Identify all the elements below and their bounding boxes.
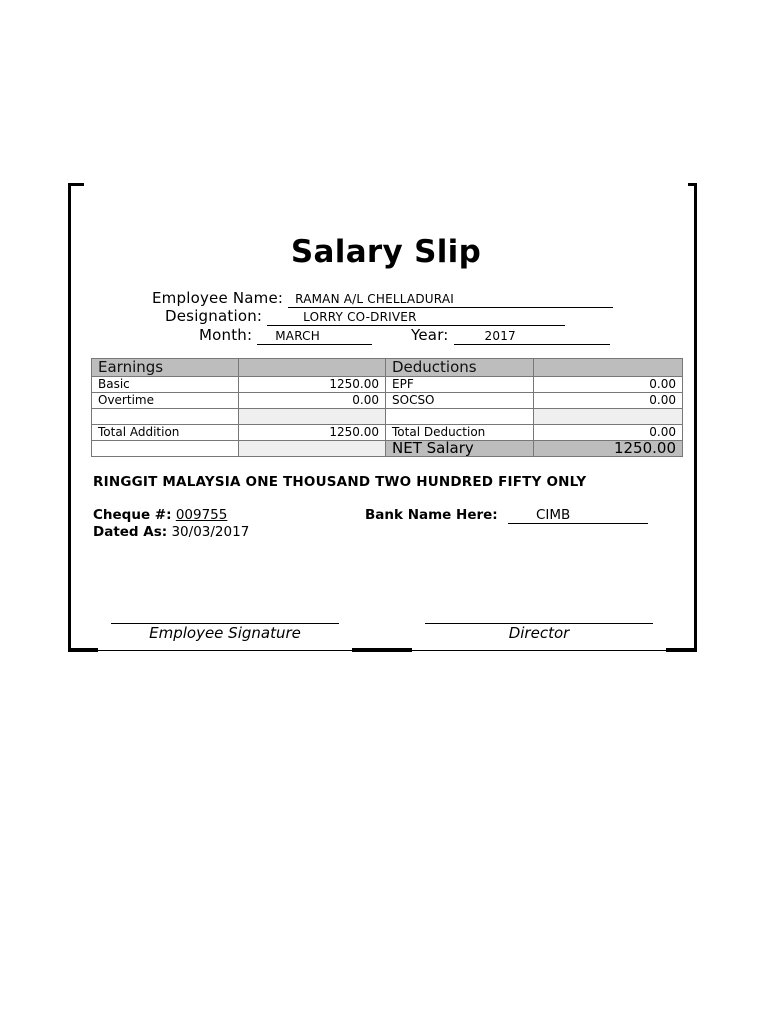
- total-addition-label: Total Addition: [92, 425, 239, 441]
- amount-in-words: RINGGIT MALAYSIA ONE THOUSAND TWO HUNDRED FIFTY ONLY: [93, 474, 587, 490]
- blank-cell: [239, 441, 386, 457]
- deductions-amount-header: [534, 359, 683, 377]
- net-salary-row: [92, 441, 683, 457]
- total-deduction-label: Total Deduction: [386, 425, 534, 441]
- earning-amount: 0.00: [239, 393, 386, 409]
- month-row: [199, 326, 372, 345]
- table-row: [92, 409, 683, 425]
- slip-frame-corner-right: [688, 183, 697, 186]
- director-signature-label: Director: [508, 624, 570, 642]
- net-salary-label: NET Salary: [386, 441, 534, 457]
- year-row: [411, 326, 610, 345]
- frame-bottom-segment: [68, 648, 98, 652]
- bank-label: Bank Name Here:: [365, 507, 498, 523]
- dated-row: [93, 524, 249, 540]
- deductions-header: Deductions: [386, 359, 534, 377]
- earnings-header: Earnings: [92, 359, 239, 377]
- employee-name-value: RAMAN A/L CHELLADURAI: [288, 292, 613, 308]
- dated-label: Dated As:: [93, 524, 168, 540]
- net-salary-value: 1250.00: [534, 441, 683, 457]
- deduction-label: SOCSO: [386, 393, 534, 409]
- designation-row: [165, 307, 565, 326]
- blank-cell: [92, 441, 239, 457]
- deduction-label: EPF: [386, 377, 534, 393]
- earning-label: Overtime: [92, 393, 239, 409]
- designation-value: LORRY CO-DRIVER: [267, 310, 565, 326]
- year-label: Year:: [411, 326, 449, 344]
- salary-table: [91, 358, 683, 457]
- deduction-amount: [534, 409, 683, 425]
- month-label: Month:: [199, 326, 253, 344]
- page-title: Salary Slip: [290, 234, 482, 270]
- earning-amount: [239, 409, 386, 425]
- employee-name-label: Employee Name:: [152, 289, 284, 307]
- bank-row: [365, 507, 648, 524]
- cheque-label: Cheque #:: [93, 507, 172, 523]
- employee-name-row: [152, 289, 613, 308]
- deduction-label: [386, 409, 534, 425]
- table-header-row: [92, 359, 683, 377]
- slip-frame-corner-left: [68, 183, 84, 186]
- table-row: [92, 425, 683, 441]
- deduction-amount: 0.00: [534, 377, 683, 393]
- cheque-value: 009755: [175, 507, 228, 523]
- frame-bottom-segment: [666, 648, 697, 652]
- designation-label: Designation:: [165, 307, 263, 325]
- earning-label: Basic: [92, 377, 239, 393]
- frame-bottom-segment: [352, 648, 412, 652]
- earning-amount: 1250.00: [239, 377, 386, 393]
- employee-signature-label: Employee Signature: [149, 624, 301, 642]
- earnings-amount-header: [239, 359, 386, 377]
- bank-value: CIMB: [508, 508, 648, 524]
- total-addition-amount: 1250.00: [239, 425, 386, 441]
- table-row: [92, 393, 683, 409]
- month-value: MARCH: [257, 329, 372, 345]
- dated-value: 30/03/2017: [171, 524, 250, 540]
- year-value: 2017: [454, 329, 610, 345]
- total-deduction-amount: 0.00: [534, 425, 683, 441]
- table-row: [92, 377, 683, 393]
- deduction-amount: 0.00: [534, 393, 683, 409]
- cheque-row: [93, 507, 227, 523]
- earning-label: [92, 409, 239, 425]
